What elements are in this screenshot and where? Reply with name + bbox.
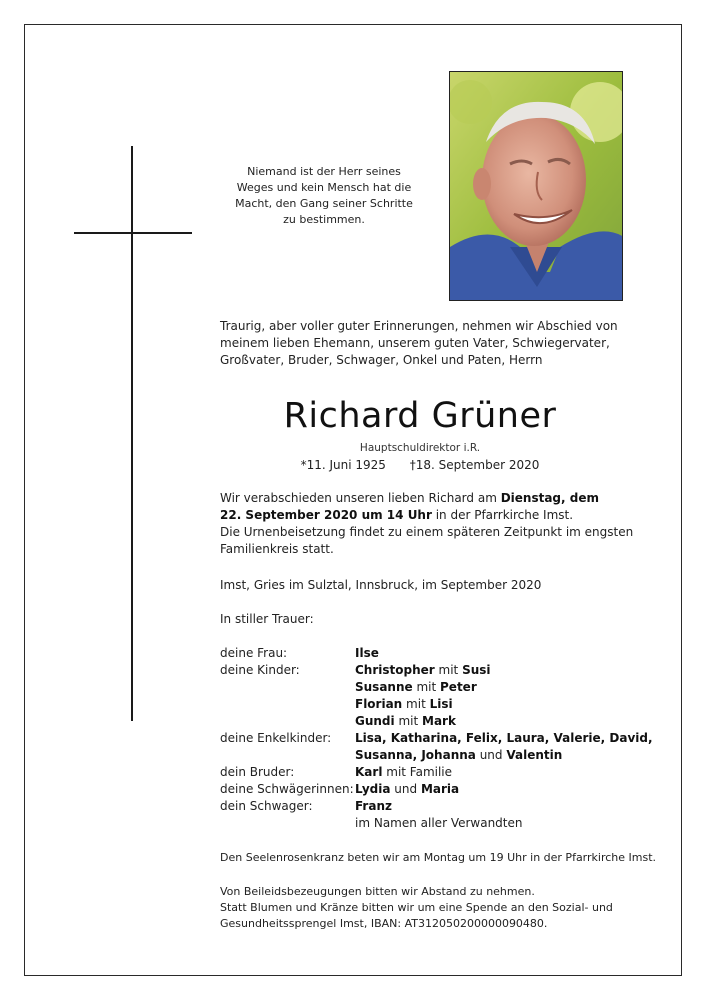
- mourner-name: Susanne: [355, 680, 413, 694]
- connector: und: [390, 782, 421, 796]
- relation-label: deine Kinder:: [220, 663, 300, 677]
- mourner-row: [220, 679, 653, 696]
- mourner-name: Maria: [420, 782, 460, 796]
- mourner-row: [220, 696, 653, 713]
- motto-line: Niemand ist der Herr seines: [247, 165, 401, 178]
- relation-label: dein Schwager:: [220, 799, 313, 813]
- connector: mit: [412, 680, 441, 694]
- in-quiet-mourning: In stiller Trauer:: [220, 612, 314, 626]
- deceased-name: Richard Grüner: [283, 396, 557, 436]
- mourner-name: Ilse: [355, 646, 379, 660]
- rosary-notice: Den Seelenrosenkranz beten wir am Montag um 19 Uhr in der Pfarrkirche Imst.: [220, 851, 657, 864]
- cross-horizontal-bar: [74, 232, 192, 234]
- mourner-row: [220, 815, 653, 832]
- connector: mit: [402, 697, 430, 711]
- mourner-row: [220, 713, 653, 730]
- motto-line: Weges und kein Mensch hat die: [236, 181, 412, 194]
- relatives-note: im Namen aller Verwandten: [355, 816, 523, 830]
- mourners-list: [220, 645, 653, 832]
- life-dates: [240, 458, 600, 472]
- connector: mit: [382, 765, 410, 779]
- burial-note: Familienkreis statt.: [220, 542, 334, 556]
- mourner-row: [220, 764, 653, 781]
- mourner-name: Lisi: [429, 697, 453, 711]
- farewell-text: Wir verabschieden unseren lieben Richard am: [220, 491, 501, 505]
- mourner-row: [220, 730, 653, 747]
- mourner-row: [220, 781, 653, 798]
- notice-line: Von Beileidsbezeugungen bitten wir Abstand zu nehmen.: [220, 885, 535, 898]
- relation-label: deine Schwägerinnen:: [220, 782, 354, 796]
- deceased-title: Hauptschuldirektor i.R.: [359, 442, 481, 454]
- mourner-name: Valentin: [506, 748, 563, 762]
- motto-quote: [234, 164, 414, 228]
- motto-line: zu bestimmen.: [283, 213, 365, 226]
- mourner-name: Lisa, Katharina, Felix, Laura, Valerie, David,: [355, 731, 653, 745]
- farewell-text: in der Pfarrkirche Imst.: [431, 508, 574, 522]
- notice-line: Gesundheitssprengel Imst, IBAN: AT312050200000090480.: [220, 917, 548, 930]
- intro-paragraph: [220, 318, 620, 369]
- relation-label: deine Enkelkinder:: [220, 731, 332, 745]
- place-date: Imst, Gries im Sulztal, Innsbruck, im September 2020: [220, 578, 542, 592]
- death-date: †18. September 2020: [409, 458, 540, 472]
- motto-line: Macht, den Gang seiner Schritte: [235, 197, 413, 210]
- mourner-name: Mark: [422, 714, 456, 728]
- intro-line: Traurig, aber voller guter Erinnerungen, nehmen wir Abschied von: [220, 319, 618, 333]
- intro-line: Großvater, Bruder, Schwager, Onkel und Paten, Herrn: [220, 353, 543, 367]
- funeral-details: [220, 490, 640, 558]
- connector: mit: [394, 714, 422, 728]
- mourner-name: Susi: [462, 663, 491, 677]
- mourner-row: [220, 747, 653, 764]
- mourner-row: [220, 798, 653, 815]
- mourner-name: Lydia: [355, 782, 391, 796]
- mourner-name: Florian: [355, 697, 403, 711]
- intro-line: meinem lieben Ehemann, unserem guten Vater, Schwiegervater,: [220, 336, 610, 350]
- mourner-name: Gundi: [355, 714, 395, 728]
- birth-date: *11. Juni 1925: [300, 458, 386, 472]
- funeral-date-time: 22. September 2020 um 14 Uhr: [220, 508, 432, 522]
- burial-note: Die Urnenbeisetzung findet zu einem späteren Zeitpunkt im engsten: [220, 525, 634, 539]
- connector: mit: [434, 663, 463, 677]
- portrait-photo: [449, 71, 623, 301]
- condolence-notice: [220, 884, 613, 932]
- mourner-row: [220, 645, 653, 662]
- relation-label: deine Frau:: [220, 646, 288, 660]
- connector: und: [475, 748, 507, 762]
- mourner-row: [220, 662, 653, 679]
- mourner-name: Franz: [355, 799, 392, 813]
- mourner-name: Karl: [355, 765, 383, 779]
- mourner-name: Susanna, Johanna: [355, 748, 476, 762]
- funeral-day: Dienstag, dem: [500, 491, 599, 505]
- portrait-illustration: [450, 72, 623, 301]
- mourner-suffix: Familie: [409, 765, 453, 779]
- mourner-name: Christopher: [355, 663, 435, 677]
- mourner-name: Peter: [440, 680, 477, 694]
- notice-line: Statt Blumen und Kränze bitten wir um eine Spende an den Sozial- und: [220, 901, 613, 914]
- relation-label: dein Bruder:: [220, 765, 295, 779]
